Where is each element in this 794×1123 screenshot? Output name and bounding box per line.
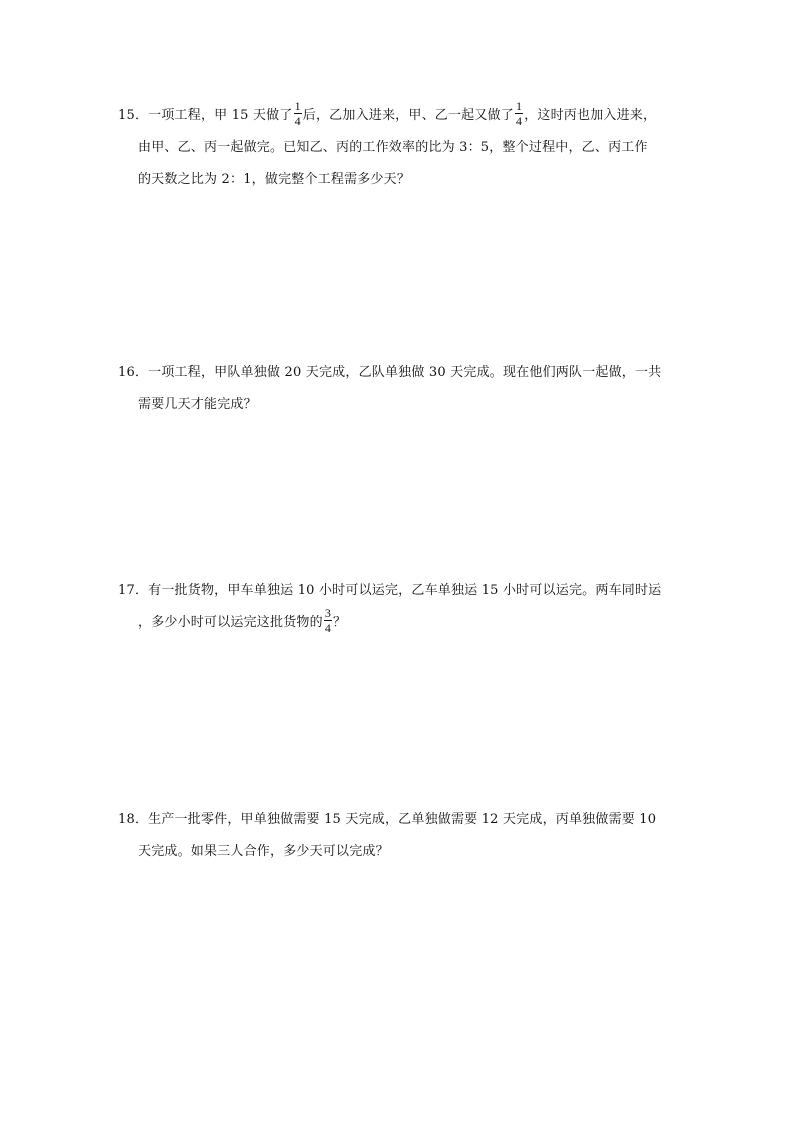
problem-number: 16． xyxy=(118,365,149,380)
fraction-denominator: 4 xyxy=(294,114,301,128)
problem-15 xyxy=(118,100,683,196)
fraction-numerator: 3 xyxy=(324,606,332,620)
problem-text: 一项工程，甲队单独做 20 天完成，乙队单独做 30 天完成。现在他们两队一起做，一共 xyxy=(148,365,662,380)
problem-15-line-3: 的天数之比为 2：1，做完整个工程需多少天？ xyxy=(138,172,411,187)
problem-18-line-2: 天完成。如果三人合作，多少天可以完成？ xyxy=(138,844,389,859)
problem-number: 17． xyxy=(118,583,149,598)
problem-text: 后，乙加入进来，甲、乙一起又做了 xyxy=(302,108,514,123)
problem-text: ？ xyxy=(333,615,347,630)
problem-17 xyxy=(118,575,683,639)
problem-17-line-2 xyxy=(118,607,683,639)
fraction-numerator: 1 xyxy=(294,99,301,113)
problem-text: ，这时丙也加入进来， xyxy=(524,108,657,123)
problem-16-line-1 xyxy=(118,357,683,389)
problem-17-line-1 xyxy=(118,575,683,607)
problem-15-line-1 xyxy=(118,100,683,132)
problem-16 xyxy=(118,357,683,421)
problem-text: 生产一批零件，甲单独做需要 15 天完成，乙单独做需要 12 天完成，丙单独做需要 10 xyxy=(148,812,657,827)
problem-18 xyxy=(118,804,683,868)
problem-text: 有一批货物，甲车单独运 10 小时可以运完，乙车单独运 15 小时可以运完。两车同时运 xyxy=(148,583,662,598)
problem-15-line-2: 由甲、乙、丙一起做完。已知乙、丙的工作效率的比为 3：5，整个过程中，乙、丙工作 xyxy=(138,140,648,155)
fraction-denominator: 4 xyxy=(324,621,332,635)
problem-number: 18． xyxy=(118,812,149,827)
fraction xyxy=(294,99,302,128)
problem-text: ，多少小时可以运完这批货物的 xyxy=(138,615,323,630)
problem-18-line-1 xyxy=(118,804,683,836)
fraction xyxy=(324,606,332,635)
fraction-numerator: 1 xyxy=(515,99,523,113)
fraction xyxy=(515,99,523,128)
problem-number: 15． xyxy=(118,108,149,123)
problem-16-line-2: 需要几天才能完成？ xyxy=(138,397,257,412)
fraction-denominator: 4 xyxy=(515,114,523,128)
problem-text: 一项工程，甲 15 天做了 xyxy=(148,108,293,123)
